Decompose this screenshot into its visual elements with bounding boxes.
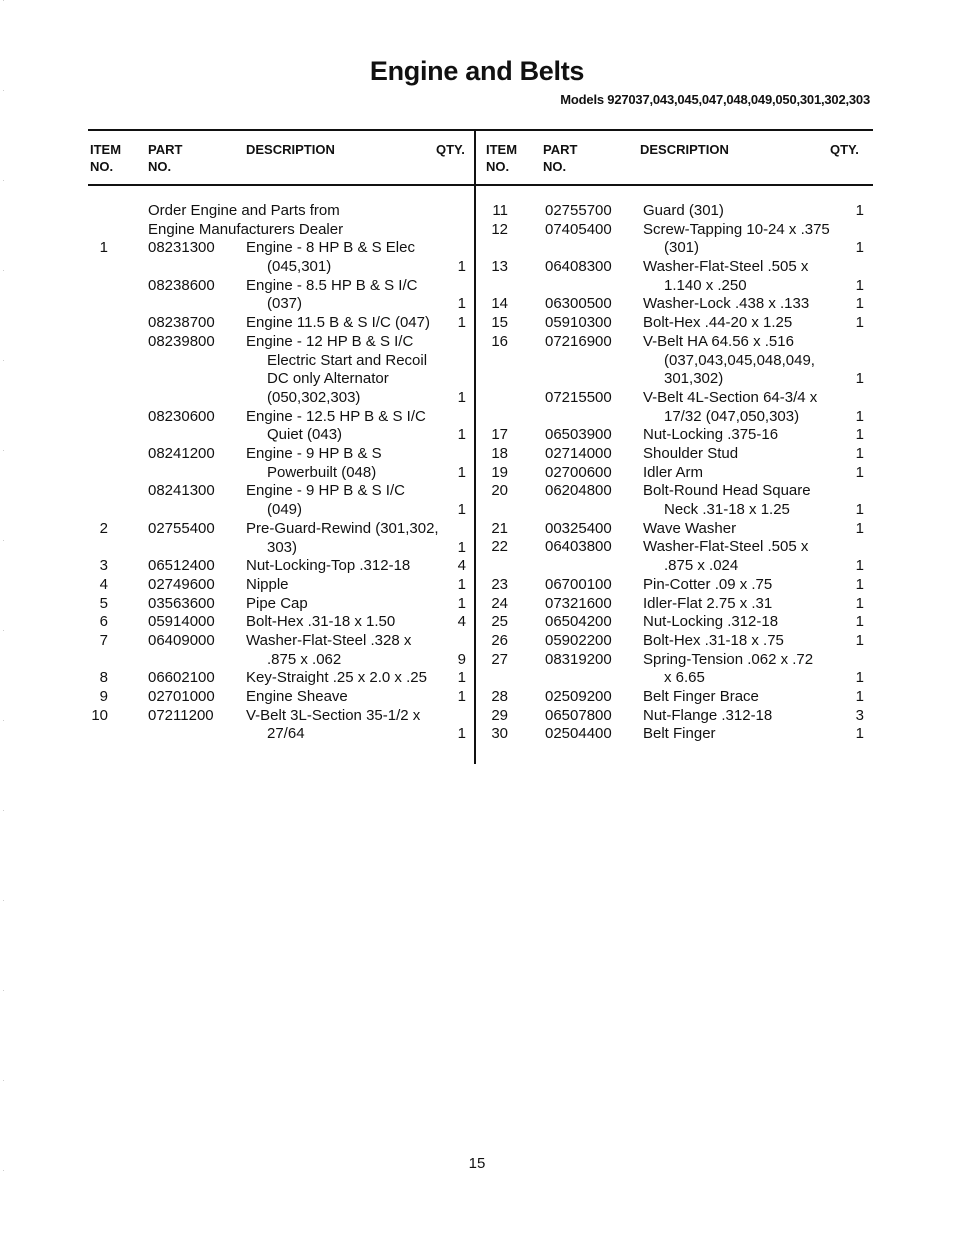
part-number: 05910300 xyxy=(545,314,612,332)
part-number: 02755400 xyxy=(148,519,215,537)
part-number: 08230600 xyxy=(148,407,215,425)
part-description xyxy=(246,632,411,669)
right-header-description: DESCRIPTION xyxy=(640,142,729,157)
description-line: Screw-Tapping 10-24 x .375 xyxy=(643,220,830,238)
item-number: 11 xyxy=(492,202,508,219)
part-description xyxy=(643,221,830,258)
item-number: 1 xyxy=(99,239,108,257)
quantity: 1 xyxy=(457,538,466,556)
part-number: 02714000 xyxy=(545,445,612,463)
description-line: Engine - 9 HP B & S I/C xyxy=(246,482,405,500)
quantity: 1 xyxy=(855,407,864,425)
item-number: 13 xyxy=(491,258,508,276)
part-description xyxy=(246,613,395,632)
table-top-rule xyxy=(88,129,873,131)
item-number: 17 xyxy=(491,426,508,444)
left-header-part: PART NO. xyxy=(148,142,183,174)
item-number: 6 xyxy=(99,613,108,631)
quantity: 1 xyxy=(855,594,864,612)
item-number: 2 xyxy=(99,519,108,537)
table-header-rule xyxy=(88,184,873,186)
quantity: 1 xyxy=(457,501,466,519)
quantity: 1 xyxy=(457,575,466,593)
description-line: Engine - 12.5 HP B & S I/C xyxy=(246,407,426,425)
description-line: 303) xyxy=(267,538,298,556)
quantity: 1 xyxy=(855,669,864,687)
quantity: 1 xyxy=(855,501,864,519)
quantity: 1 xyxy=(457,388,466,406)
description-line: 301,302) xyxy=(664,370,724,388)
part-description xyxy=(246,239,415,276)
parts-row xyxy=(484,445,874,464)
part-number: 05902200 xyxy=(545,631,612,649)
quantity: 3 xyxy=(855,706,864,724)
description-line: (045,301) xyxy=(267,258,332,276)
right-header-qty: QTY. xyxy=(830,142,859,157)
quantity: 1 xyxy=(855,613,864,631)
part-description xyxy=(643,389,817,426)
description-line: .875 x .062 xyxy=(267,650,342,668)
part-number: 06700100 xyxy=(545,575,612,593)
parts-row xyxy=(484,464,874,483)
part-description xyxy=(643,632,784,651)
description-line: Idler Arm xyxy=(643,463,704,481)
part-number: 08319200 xyxy=(545,650,612,668)
left-header-qty: QTY. xyxy=(436,142,465,157)
quantity: 1 xyxy=(855,631,864,649)
left-header-item: ITEM NO. xyxy=(90,142,122,174)
description-line: (037,043,045,048,049, xyxy=(664,351,815,369)
description-line: Pin-Cotter .09 x .75 xyxy=(643,575,773,593)
part-number: 06507800 xyxy=(545,706,612,724)
description-line: V-Belt HA 64.56 x .516 xyxy=(643,332,794,350)
part-number: 02509200 xyxy=(545,688,612,705)
description-line: Washer-Flat-Steel .505 x xyxy=(643,258,809,276)
part-description xyxy=(643,595,772,614)
description-line: (050,302,303) xyxy=(267,388,361,406)
description-line: .875 x .024 xyxy=(664,557,739,575)
quantity: 1 xyxy=(457,688,466,706)
quantity: 1 xyxy=(855,557,864,575)
part-number: 08231300 xyxy=(148,239,215,257)
part-number: 02504400 xyxy=(545,725,612,743)
parts-row xyxy=(88,707,468,744)
quantity: 1 xyxy=(855,445,864,463)
quantity: 1 xyxy=(855,276,864,294)
parts-row xyxy=(88,520,468,557)
description-line: Key-Straight .25 x 2.0 x .25 xyxy=(246,669,427,687)
description-line: Pre-Guard-Rewind (301,302, xyxy=(246,519,439,537)
item-number: 27 xyxy=(491,650,508,668)
description-line: Nut-Flange .312-18 xyxy=(643,706,773,724)
part-number: 06409000 xyxy=(148,631,215,649)
part-number: 07321600 xyxy=(545,594,612,612)
quantity: 1 xyxy=(457,725,466,743)
item-number: 8 xyxy=(99,669,108,687)
description-line: 17/32 (047,050,303) xyxy=(664,407,800,425)
item-number: 30 xyxy=(491,725,508,743)
part-number: 00325400 xyxy=(545,519,612,537)
part-description xyxy=(246,576,289,595)
part-description xyxy=(643,258,808,295)
part-number: 08241300 xyxy=(148,482,215,500)
description-line: x 6.65 xyxy=(664,669,705,687)
parts-row xyxy=(484,314,874,333)
description-line: Engine Sheave xyxy=(246,688,348,706)
description-line: Belt Finger Brace xyxy=(643,688,759,705)
description-line: Engine - 8 HP B & S Elec xyxy=(246,239,415,257)
parts-row xyxy=(88,688,468,707)
models-subtitle: Models 927037,043,045,047,048,049,050,301,302,303 xyxy=(560,92,870,107)
part-description xyxy=(643,651,813,688)
quantity: 1 xyxy=(855,239,864,257)
description-line: Bolt-Hex .31-18 x 1.50 xyxy=(246,613,396,631)
item-number: 7 xyxy=(99,631,108,649)
parts-row xyxy=(484,688,874,707)
quantity: 9 xyxy=(457,650,466,668)
description-line: Washer-Flat-Steel .328 x xyxy=(246,631,412,649)
part-description xyxy=(643,538,808,575)
parts-row xyxy=(484,482,874,519)
intro-line-2: Engine Manufacturers Dealer xyxy=(148,220,344,238)
parts-row xyxy=(88,482,468,519)
description-line: Idler-Flat 2.75 x .31 xyxy=(643,594,773,612)
quantity: 1 xyxy=(457,669,466,687)
item-number: 3 xyxy=(99,557,108,575)
description-line: 1.140 x .250 xyxy=(664,276,747,294)
description-line: Belt Finger xyxy=(643,725,716,743)
part-number: 07211200 xyxy=(148,706,214,724)
parts-row xyxy=(484,613,874,632)
part-number: 06300500 xyxy=(545,295,612,313)
parts-row xyxy=(484,576,874,595)
description-line: Quiet (043) xyxy=(267,426,343,444)
part-number: 06602100 xyxy=(148,669,215,687)
part-description xyxy=(643,613,778,632)
description-line: Washer-Flat-Steel .505 x xyxy=(643,538,809,556)
parts-row xyxy=(88,408,468,445)
part-description xyxy=(643,688,759,707)
column-divider xyxy=(474,129,476,764)
part-number: 08239800 xyxy=(148,332,215,350)
quantity: 4 xyxy=(457,613,466,631)
parts-row xyxy=(88,632,468,669)
part-description xyxy=(643,333,815,389)
quantity: 1 xyxy=(457,258,466,276)
part-number: 06504200 xyxy=(545,613,612,631)
quantity: 1 xyxy=(855,370,864,388)
parts-row xyxy=(484,520,874,539)
page-title: Engine and Belts xyxy=(369,56,585,86)
item-number: 12 xyxy=(491,220,508,238)
item-number: 28 xyxy=(491,688,508,705)
quantity: 1 xyxy=(855,575,864,593)
quantity: 1 xyxy=(855,295,864,313)
part-number: 06204800 xyxy=(545,482,612,500)
part-number: 02700600 xyxy=(545,463,612,481)
part-number: 07405400 xyxy=(545,220,612,238)
quantity: 1 xyxy=(457,314,466,332)
description-line: Bolt-Hex .44-20 x 1.25 xyxy=(643,314,793,332)
part-description xyxy=(246,445,382,482)
item-number: 29 xyxy=(491,706,508,724)
description-line: Spring-Tension .062 x .72 xyxy=(643,650,814,668)
description-line: Electric Start and Recoil xyxy=(267,351,428,369)
parts-row xyxy=(484,632,874,651)
quantity: 1 xyxy=(855,688,864,705)
description-line: Powerbuilt (048) xyxy=(267,463,377,481)
description-line: Nut-Locking .375-16 xyxy=(643,426,779,444)
description-line: 27/64 xyxy=(267,725,305,743)
part-number: 03563600 xyxy=(148,594,215,612)
description-line: (301) xyxy=(664,239,700,257)
part-description xyxy=(246,688,348,707)
description-line: Nut-Locking .312-18 xyxy=(643,613,779,631)
left-parts-column xyxy=(88,202,468,744)
item-number: 22 xyxy=(491,538,508,556)
part-description xyxy=(643,426,778,445)
part-description xyxy=(643,482,811,519)
part-number: 05914000 xyxy=(148,613,215,631)
parts-row xyxy=(484,389,874,426)
part-number: 06408300 xyxy=(545,258,612,276)
parts-row xyxy=(484,258,874,295)
quantity: 1 xyxy=(457,463,466,481)
item-number: 15 xyxy=(491,314,508,332)
part-number: 08241200 xyxy=(148,445,215,463)
description-line: Nipple xyxy=(246,575,289,593)
parts-row xyxy=(484,538,874,575)
description-line: Neck .31-18 x 1.25 xyxy=(664,501,790,519)
item-number: 10 xyxy=(91,706,108,724)
parts-row xyxy=(88,314,468,333)
part-number: 07216900 xyxy=(545,332,612,350)
parts-row xyxy=(88,239,468,276)
description-line: Engine - 12 HP B & S I/C xyxy=(246,332,414,350)
item-number: 9 xyxy=(99,688,108,706)
quantity: 1 xyxy=(855,314,864,332)
right-parts-column xyxy=(484,202,874,744)
part-description xyxy=(246,482,405,519)
description-line: Bolt-Round Head Square xyxy=(643,482,811,500)
description-line: V-Belt 3L-Section 35-1/2 x xyxy=(246,706,421,724)
item-number: 18 xyxy=(491,445,508,463)
item-number: 23 xyxy=(491,575,508,593)
description-line: Nut-Locking-Top .312-18 xyxy=(246,557,411,575)
part-description xyxy=(643,314,792,333)
description-line: Shoulder Stud xyxy=(643,445,739,463)
item-number: 16 xyxy=(491,332,508,350)
quantity: 1 xyxy=(457,594,466,612)
item-number: 24 xyxy=(491,594,508,612)
description-line: Guard (301) xyxy=(643,202,724,219)
description-line: (049) xyxy=(267,501,303,519)
part-number: 08238700 xyxy=(148,314,215,332)
quantity: 1 xyxy=(855,426,864,444)
item-number: 20 xyxy=(491,482,508,500)
quantity: 1 xyxy=(457,426,466,444)
right-header-part: PART NO. xyxy=(543,142,578,174)
description-line: Engine 11.5 B & S I/C (047) xyxy=(246,314,430,332)
description-line: Wave Washer xyxy=(643,519,737,537)
item-number: 25 xyxy=(491,613,508,631)
part-description xyxy=(246,520,439,557)
parts-row xyxy=(484,426,874,445)
parts-row xyxy=(88,613,468,632)
part-number: 02701000 xyxy=(148,688,215,706)
part-description xyxy=(643,520,736,539)
item-number: 19 xyxy=(491,463,508,481)
part-description xyxy=(246,557,410,576)
part-number: 07215500 xyxy=(545,388,612,406)
parts-row xyxy=(88,277,468,314)
quantity: 4 xyxy=(457,557,466,575)
parts-row xyxy=(88,333,468,408)
intro-note xyxy=(88,202,468,239)
part-description xyxy=(246,595,308,614)
left-header-description: DESCRIPTION xyxy=(246,142,335,157)
part-description xyxy=(643,445,738,464)
parts-row xyxy=(88,445,468,482)
part-description xyxy=(246,277,417,314)
quantity: 1 xyxy=(855,202,864,219)
parts-row xyxy=(88,595,468,614)
parts-row xyxy=(484,295,874,314)
part-description xyxy=(246,669,427,688)
description-line: Engine - 8.5 HP B & S I/C xyxy=(246,276,418,294)
quantity: 1 xyxy=(457,295,466,313)
part-description xyxy=(643,295,809,314)
part-number: 02755700 xyxy=(545,202,612,219)
part-number: 02749600 xyxy=(148,575,215,593)
item-number: 14 xyxy=(491,295,508,313)
page-number: 15 xyxy=(468,1155,486,1172)
quantity: 1 xyxy=(855,519,864,537)
item-number: 21 xyxy=(491,519,508,537)
part-number: 08238600 xyxy=(148,276,215,294)
part-description xyxy=(246,408,426,445)
scan-margin xyxy=(3,0,4,1235)
parts-row xyxy=(484,595,874,614)
parts-row xyxy=(484,202,874,221)
description-line: Washer-Lock .438 x .133 xyxy=(643,295,810,313)
parts-row xyxy=(88,669,468,688)
description-line: Pipe Cap xyxy=(246,594,308,612)
part-number: 06512400 xyxy=(148,557,215,575)
description-line: Engine - 9 HP B & S xyxy=(246,445,382,463)
parts-row xyxy=(484,707,874,726)
item-number: 4 xyxy=(99,575,108,593)
part-description xyxy=(246,333,427,408)
part-number: 06403800 xyxy=(545,538,612,556)
parts-row xyxy=(484,725,874,744)
part-description xyxy=(643,725,716,744)
parts-row xyxy=(88,557,468,576)
description-line: Bolt-Hex .31-18 x .75 xyxy=(643,631,784,649)
parts-row xyxy=(484,651,874,688)
description-line: (037) xyxy=(267,295,303,313)
parts-row xyxy=(88,576,468,595)
part-description xyxy=(246,707,420,744)
item-number: 26 xyxy=(491,631,508,649)
part-description xyxy=(246,314,430,333)
item-number: 5 xyxy=(99,594,108,612)
parts-row xyxy=(484,221,874,258)
part-description xyxy=(643,707,772,726)
part-description xyxy=(643,576,772,595)
quantity: 1 xyxy=(855,463,864,481)
quantity: 1 xyxy=(855,725,864,743)
part-number: 06503900 xyxy=(545,426,612,444)
part-description xyxy=(643,202,724,221)
description-line: V-Belt 4L-Section 64-3/4 x xyxy=(643,388,818,406)
intro-line-1: Order Engine and Parts from xyxy=(148,202,340,219)
parts-row xyxy=(484,333,874,389)
right-header-item: ITEM NO. xyxy=(486,142,518,174)
description-line: DC only Alternator xyxy=(267,370,389,388)
part-description xyxy=(643,464,703,483)
